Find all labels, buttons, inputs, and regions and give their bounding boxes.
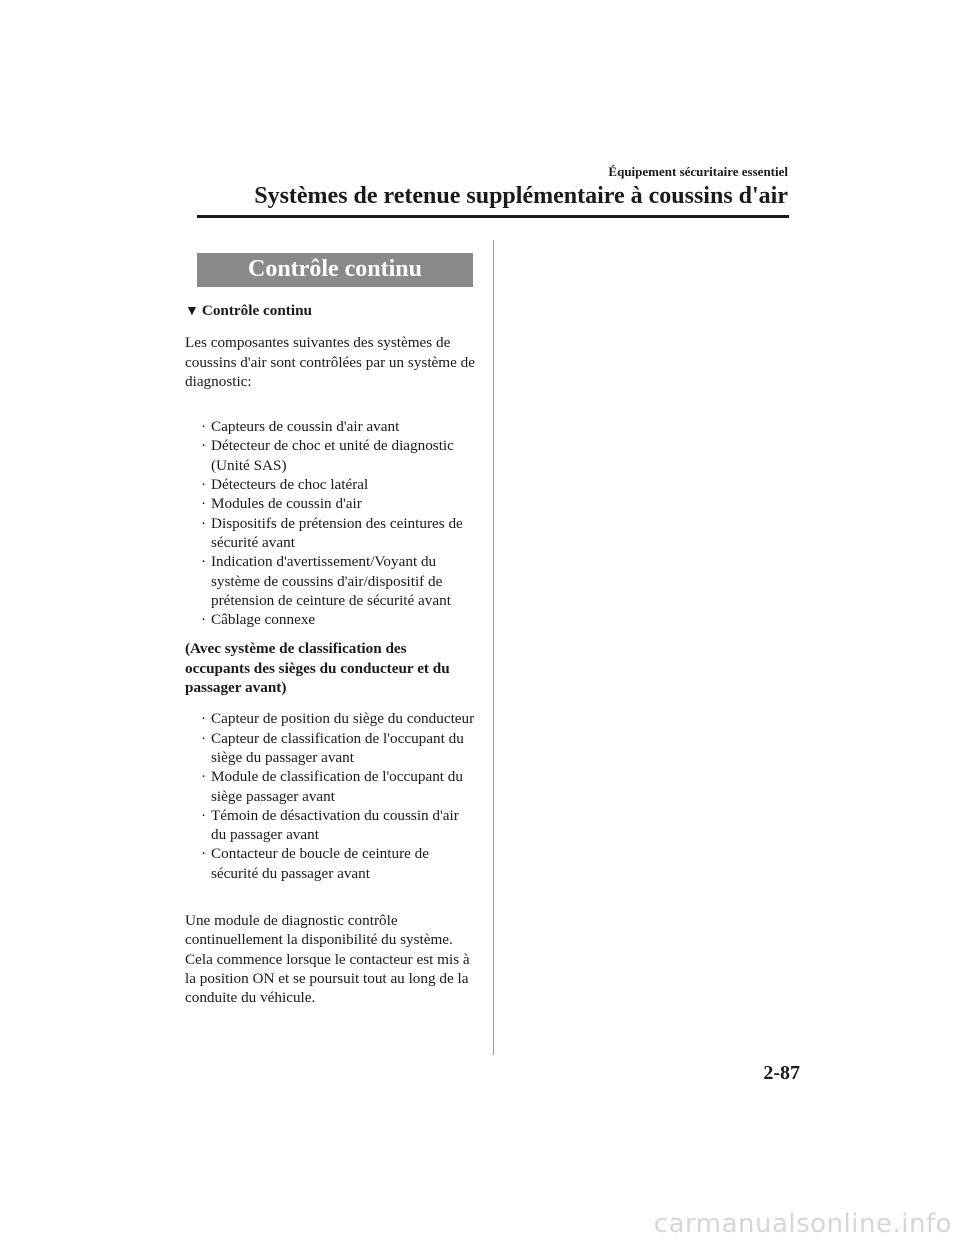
page-number: 2-87 — [763, 1062, 800, 1084]
column-divider — [493, 240, 494, 1055]
bullet-icon: · — [201, 729, 207, 747]
subheading-text: Contrôle continu — [201, 302, 312, 319]
intro-paragraph: Les composantes suivantes des systèmes de coussins d'air sont contrôlées par un système de diagnostic: — [185, 334, 475, 390]
list-item: · Dispositifs de prétension des ceintures de sécurité avant — [201, 514, 463, 551]
triangle-down-icon: ▼ — [185, 304, 199, 319]
list-item: · Capteurs de coussin d'air avant — [201, 418, 400, 436]
occupant-components-list — [185, 709, 475, 883]
left-column — [185, 253, 475, 1008]
occupant-classification-note: (Avec système de classification des occupants des sièges du conducteur et du passager avant) — [185, 640, 450, 697]
closing-paragraph: Une module de diagnostic contrôle continuellement la disponibilité du système. Cela commence lorsque le contacteur est mis à la position ON et se poursuit tout au long de la conduite du véhicule. — [185, 912, 470, 1007]
bullet-icon: · — [201, 418, 207, 436]
bullet-icon: · — [201, 845, 207, 863]
list-item: · Capteur de classification de l'occupant du siège du passager avant — [201, 729, 464, 766]
list-item: · Câblage connexe — [201, 611, 316, 629]
bullet-icon: · — [201, 437, 207, 455]
list-item: · Détecteurs de choc latéral — [201, 476, 369, 494]
bullet-icon: · — [201, 495, 207, 513]
list-item: · Indication d'avertissement/Voyant du système de coussins d'air/dispositif de prétension de ceinture de sécurité avant — [201, 553, 451, 609]
header-rule — [197, 215, 789, 218]
monitored-components-list — [185, 417, 475, 629]
list-item: · Module de classification de l'occupant du siège passager avant — [201, 768, 463, 805]
bullet-icon: · — [201, 553, 207, 571]
bullet-icon: · — [201, 514, 207, 532]
chapter-title: Équipement sécuritaire essentiel — [608, 164, 788, 179]
bullet-icon: · — [201, 476, 207, 494]
list-item: · Contacteur de boucle de ceinture de sécurité du passager avant — [201, 845, 430, 882]
subheading — [185, 301, 475, 321]
bullet-icon: · — [201, 611, 207, 629]
list-item: · Témoin de désactivation du coussin d'air du passager avant — [201, 806, 459, 844]
section-title: Systèmes de retenue supplémentaire à coussins d'air — [254, 183, 788, 209]
list-item: · Modules de coussin d'air — [201, 495, 362, 513]
list-item: · Capteur de position du siège du conducteur — [201, 710, 475, 728]
bullet-icon: · — [201, 768, 207, 786]
list-item: · Détecteur de choc et unité de diagnostic (Unité SAS) — [201, 437, 454, 474]
watermark: carmanualsonline.info — [653, 1209, 952, 1239]
bullet-icon: · — [201, 710, 207, 728]
bullet-icon: · — [201, 806, 207, 824]
section-banner: Contrôle continu — [197, 253, 473, 287]
